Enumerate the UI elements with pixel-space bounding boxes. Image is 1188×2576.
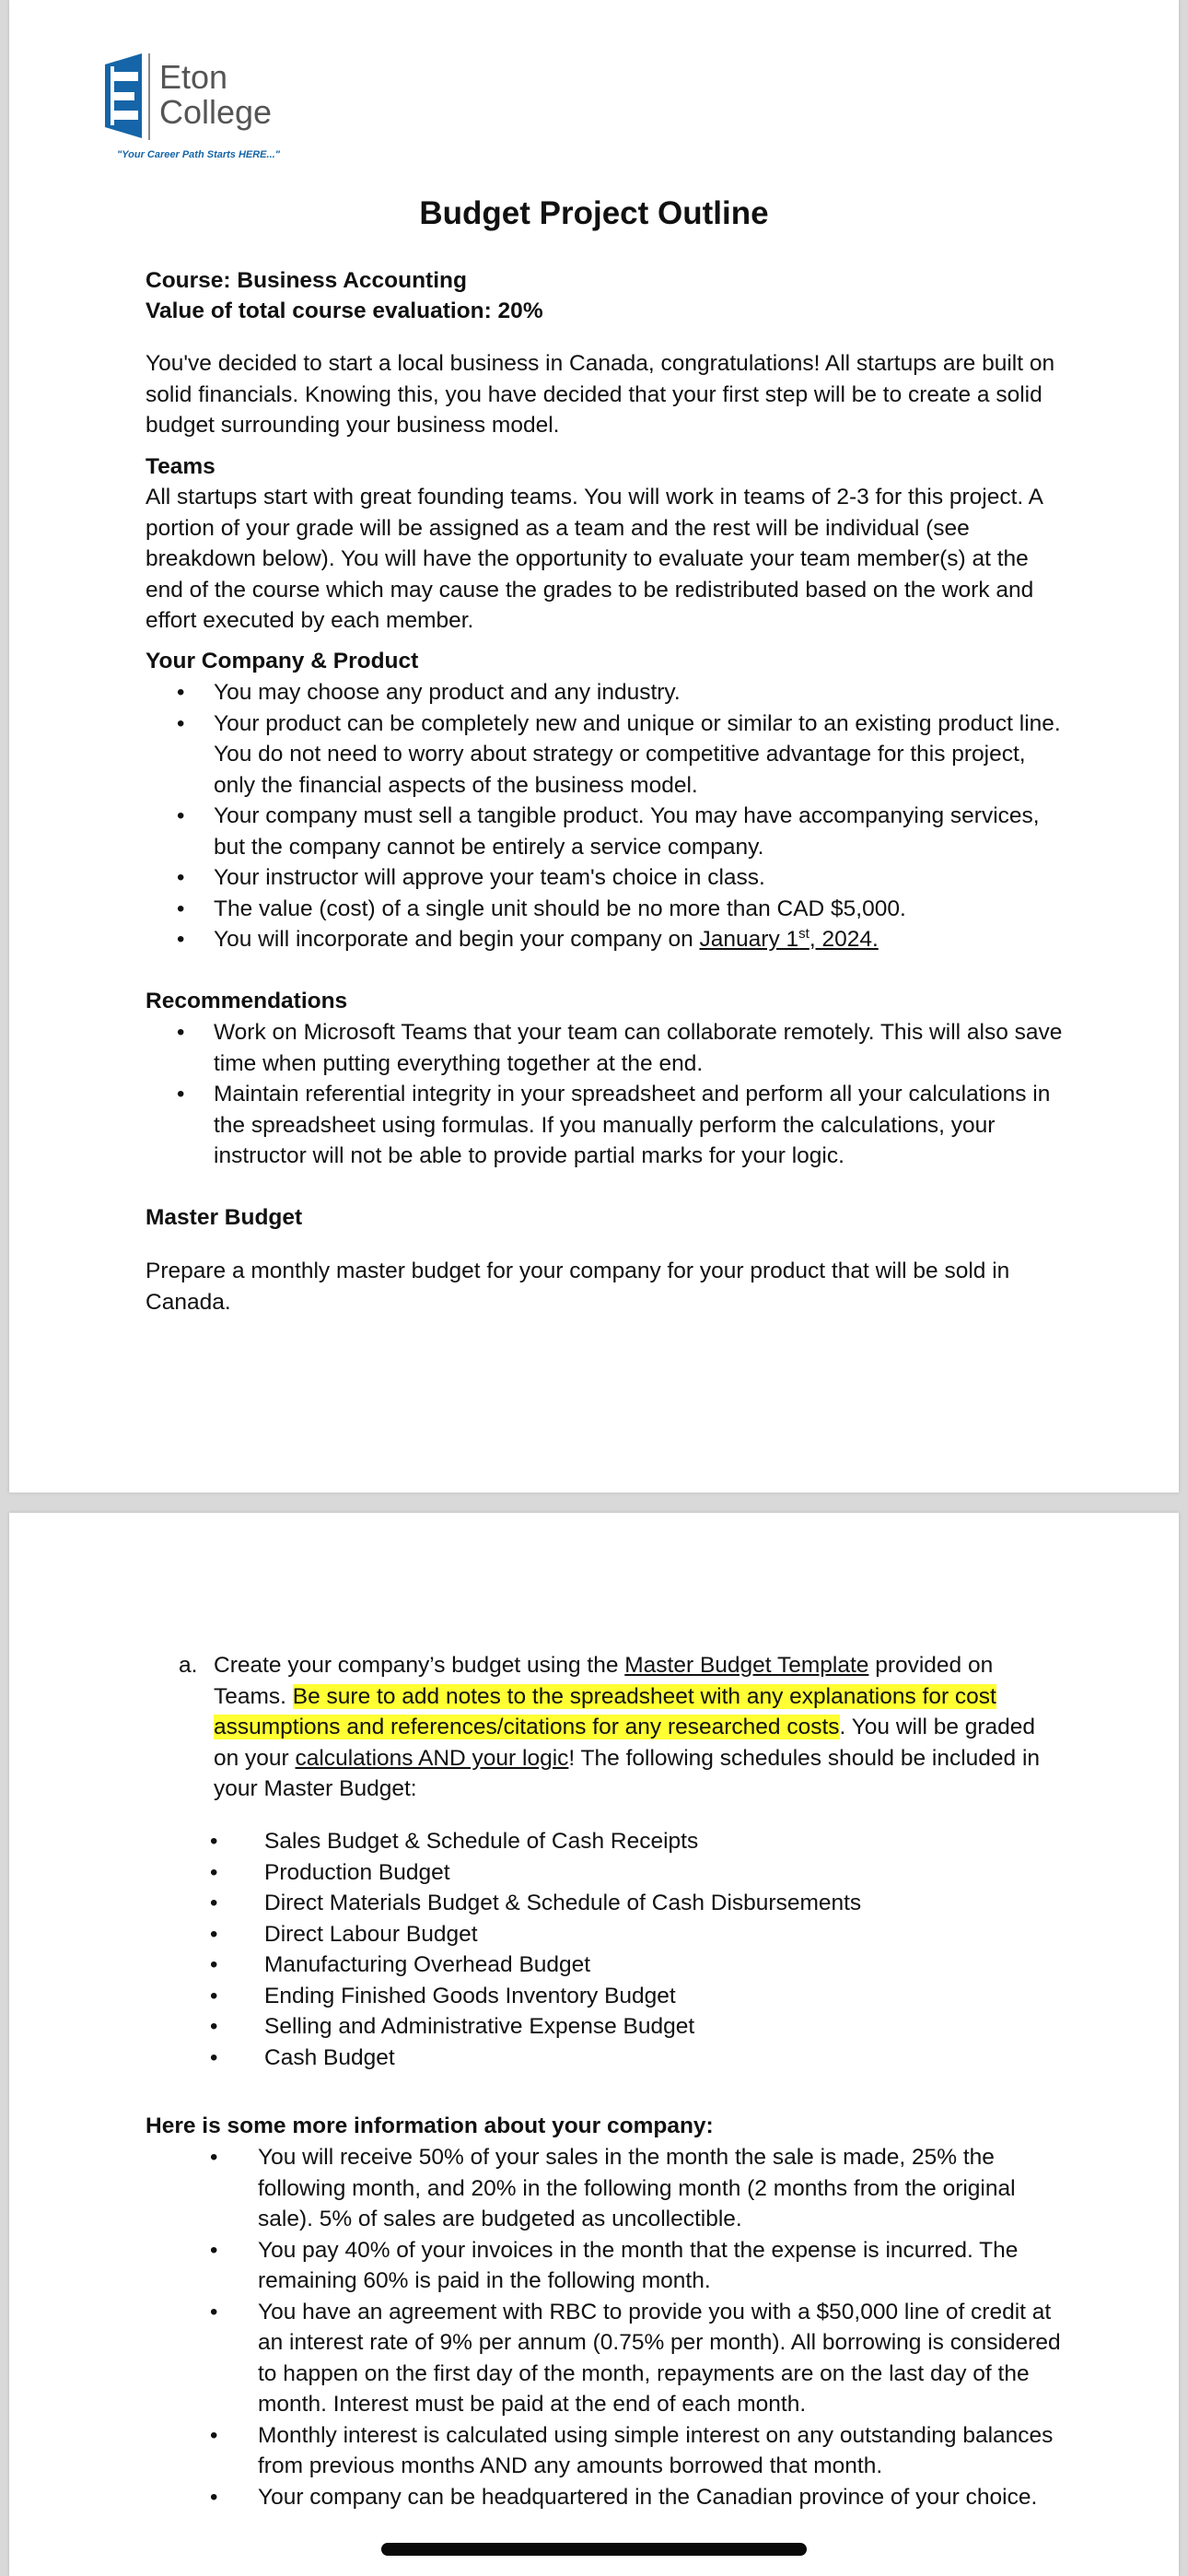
logo-name-line2: College: [159, 93, 273, 131]
recommendations-list: [146, 1017, 1066, 1172]
part-a-paragraph: [214, 1650, 1042, 1805]
master-budget-template-link[interactable]: Master Budget Template: [624, 1653, 869, 1678]
list-item: • Production Budget: [179, 1857, 1054, 1889]
more-info-list: [179, 2142, 1063, 2512]
company-list: [146, 677, 1066, 955]
date-main: January 1: [699, 927, 799, 952]
logo-tagline: "Your Career Path Starts HERE...": [117, 149, 280, 160]
list-item: • The value (cost) of a single unit should be no more than CAD $5,000.: [146, 894, 1066, 925]
list-item: • Manufacturing Overhead Budget: [179, 1950, 1054, 1981]
date-sup: st: [798, 926, 809, 942]
list-item: • Maintain referential integrity in your spreadsheet and perform all your calculations in the spreadsheet using formulas. If you manually perform the calculations, your instructor will not be able to provide partial marks for your logic.: [146, 1079, 1066, 1172]
list-item: • Your product can be completely new and unique or similar to an existing product line. You do not need to worry about strategy or competitive advantage for this project, only the financial aspects of the business model.: [146, 708, 1066, 802]
incorporation-text: You will incorporate and begin your company on: [214, 927, 700, 952]
list-item: • Your company can be headquartered in the Canadian province of your choice.: [179, 2482, 1063, 2513]
list-item: • Monthly interest is calculated using simple interest on any outstanding balances from previous months AND any amounts borrowed that month.: [179, 2420, 1063, 2482]
incorporation-date: [700, 927, 879, 952]
list-item: • Cash Budget: [179, 2043, 1054, 2074]
part-a-text-3: . You will be graded on your: [214, 1715, 1036, 1771]
e-logo-icon: [105, 53, 147, 138]
list-item: • You will receive 50% of your sales in the month the sale is made, 25% the following month, and 20% in the following month (2 months from the original sale). 5% of sales are budgeted as uncollectible.: [179, 2142, 1063, 2235]
document-page-2: [9, 1513, 1179, 2576]
teams-heading: Teams: [146, 454, 215, 479]
master-budget-paragraph: Prepare a monthly master budget for your company for your product that will be sold in Canada.: [146, 1259, 1010, 1315]
home-indicator[interactable]: [381, 2543, 807, 2556]
course-line: Course: Business Accounting: [146, 268, 467, 293]
list-item: • Ending Finished Goods Inventory Budget: [179, 1981, 1054, 2012]
teams-paragraph: All startups start with great founding teams. You will work in teams of 2-3 for this project. A portion of your grade will be assigned as a team and the rest will be individual (see breakdown below). You will have the opportunity to evaluate your team member(s) at the end of the course which may cause the grades to be redistributed based on the work and effort executed by each member.: [146, 485, 1042, 633]
list-item: • Your company must sell a tangible product. You may have accompanying services, but the company cannot be entirely a service company.: [146, 801, 1066, 862]
more-info-heading: Here is some more information about your company:: [146, 2113, 714, 2138]
company-heading: Your Company & Product: [146, 649, 419, 673]
logo-divider: [148, 53, 150, 140]
list-item: • Your instructor will approve your team's choice in class.: [146, 862, 1066, 894]
list-item: • Work on Microsoft Teams that your team can collaborate remotely. This will also save time when putting everything together at the end.: [146, 1017, 1066, 1079]
document-title: Budget Project Outline: [419, 195, 769, 231]
recommendations-heading: Recommendations: [146, 989, 348, 1013]
list-item: • Direct Materials Budget & Schedule of Cash Disbursements: [179, 1888, 1054, 1919]
date-year: , 2024.: [809, 927, 879, 952]
part-a-text-2: provided on Teams.: [214, 1653, 994, 1709]
part-a-text-1: Create your company’s budget using the: [214, 1653, 625, 1678]
schedules-list: [179, 1826, 1054, 2073]
eton-college-logo: [105, 53, 326, 164]
part-a-text-4: ! The following schedules should be included in your Master Budget:: [214, 1745, 1041, 1801]
calculations-logic-underline: calculations AND your logic: [295, 1745, 569, 1771]
intro-paragraph: You've decided to start a local business in Canada, congratulations! All startups are built on solid financials. Knowing this, you have decided that your first step will be to create a solid budget surrounding your business model.: [146, 351, 1055, 438]
list-item: • You have an agreement with RBC to provide you with a $50,000 line of credit at an interest rate of 9% per annum (0.75% per month). All borrowing is considered to happen on the first day of the month, repayments are on the last day of the month. Interest must be paid at the end of each month.: [179, 2297, 1063, 2420]
list-item: • Sales Budget & Schedule of Cash Receipts: [179, 1826, 1054, 1857]
list-item: • Direct Labour Budget: [179, 1919, 1054, 1950]
highlighted-instruction: Be sure to add notes to the spreadsheet with any explanations for cost assumptions and references/citations for any researched costs: [214, 1683, 996, 1739]
evaluation-value-line: Value of total course evaluation: 20%: [146, 299, 543, 323]
list-item: [146, 924, 1066, 955]
part-a-marker: a.: [179, 1653, 198, 1678]
list-item: • You pay 40% of your invoices in the month that the expense is incurred. The remaining 60% is paid in the following month.: [179, 2235, 1063, 2297]
master-budget-heading: Master Budget: [146, 1205, 303, 1230]
document-page-1: [9, 0, 1179, 1493]
list-item: • Selling and Administrative Expense Budget: [179, 2011, 1054, 2043]
logo-name-line1: Eton: [159, 58, 228, 96]
list-item: • You may choose any product and any industry.: [146, 677, 1066, 708]
